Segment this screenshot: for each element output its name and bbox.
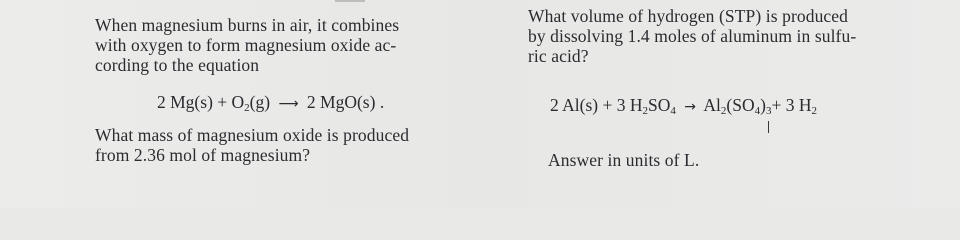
equation-product: 2 MgO(s) . (306, 92, 385, 112)
statement-line: by dissolving 1.4 moles of aluminum in sulfu- (528, 26, 857, 46)
left-problem-statement (95, 15, 505, 75)
equation-subscript: 2 (244, 102, 250, 114)
equation-subscript: 4 (670, 105, 676, 117)
equation-subscript: 2 (811, 105, 817, 117)
equation-subscript: 4 (754, 105, 761, 117)
statement-line: cording to the equation (95, 55, 260, 75)
equation-subscript: 2 (642, 105, 649, 117)
aluminum-equation (550, 95, 817, 116)
statement-line: with oxygen to form magnesium oxide ac- (95, 35, 397, 55)
answer-units-prompt: Answer in units of L. (548, 150, 700, 170)
question-line: from 2.36 mol of magnesium? (95, 145, 311, 165)
magnesium-equation (157, 92, 384, 113)
reaction-arrow-icon: ⟶ (278, 96, 299, 112)
equation-subscript: 2 (720, 105, 727, 117)
equation-part: (SO (726, 95, 755, 115)
statement-line: What volume of hydrogen (STP) is produced (528, 6, 849, 26)
equation-reactant-state: (g) (249, 92, 271, 112)
left-problem-question (95, 125, 505, 165)
equation-part: SO (648, 95, 671, 115)
equation-part: 2 Al(s) + 3 H (550, 95, 643, 115)
statement-line: ric acid? (528, 46, 589, 66)
equation-part: ) (760, 95, 766, 115)
equation-reactant: 2 Mg(s) + O (157, 92, 245, 112)
question-line: What mass of magnesium oxide is produced (95, 125, 410, 145)
equation-subscript: 3 (765, 105, 772, 117)
right-problem-statement (528, 6, 923, 66)
reaction-arrow-icon: → (684, 99, 696, 115)
scan-mark (335, 0, 365, 2)
statement-line: When magnesium burns in air, it combines (95, 15, 400, 35)
equation-part: + 3 H (771, 95, 812, 115)
equation-part: Al (703, 95, 721, 115)
